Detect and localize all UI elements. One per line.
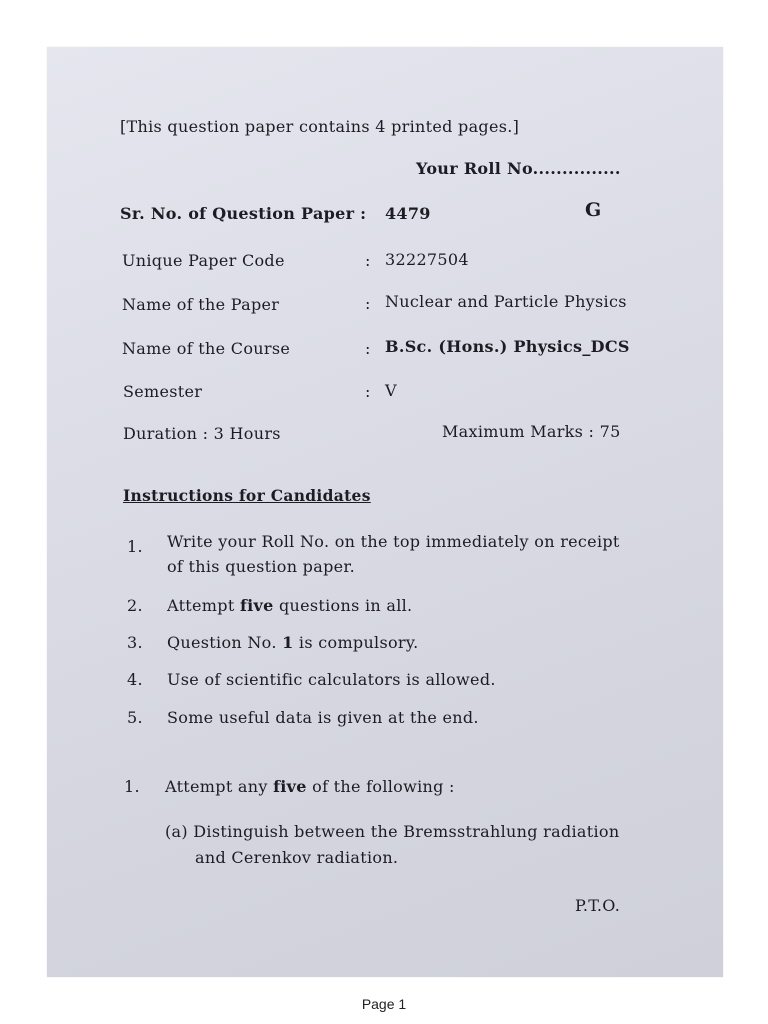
- instructions-heading: Instructions for Candidates: [123, 486, 371, 505]
- course-name-colon: :: [365, 339, 371, 358]
- page-number: Page 1: [361, 996, 407, 1012]
- instruction-text: Use of scientific calculators is allowed.: [167, 670, 496, 689]
- instruction-number: 5.: [127, 708, 143, 727]
- paper-name-colon: :: [365, 294, 371, 313]
- question-text: Attempt any five of the following :: [165, 777, 455, 796]
- course-name-label: Name of the Course: [122, 339, 291, 358]
- question-number: 1.: [124, 777, 140, 796]
- maximum-marks: Maximum Marks : 75: [442, 422, 621, 441]
- paper-name-label: Name of the Paper: [122, 295, 280, 314]
- sr-no-label: Sr. No. of Question Paper :: [120, 204, 367, 223]
- question-paper-page: [47, 47, 723, 977]
- instruction-text: Question No. 1 is compulsory.: [167, 633, 419, 652]
- instruction-text: Attempt five questions in all.: [167, 596, 413, 615]
- roll-number-field: Your Roll No...............: [416, 159, 621, 178]
- upc-colon: :: [365, 251, 371, 270]
- pages-note: [This question paper contains 4 printed pages.]: [120, 117, 520, 136]
- instruction-text-continued: of this question paper.: [167, 557, 355, 576]
- paper-name-value: Nuclear and Particle Physics: [385, 292, 627, 311]
- set-letter: G: [585, 199, 602, 221]
- semester-label: Semester: [123, 382, 203, 401]
- instruction-text: Write your Roll No. on the top immediately on receipt: [167, 532, 620, 551]
- course-name-value: B.Sc. (Hons.) Physics_DCS: [385, 337, 630, 356]
- duration: Duration : 3 Hours: [123, 424, 281, 443]
- instruction-number: 3.: [127, 633, 143, 652]
- pto-label: P.T.O.: [575, 896, 621, 915]
- instruction-number: 4.: [127, 670, 143, 689]
- instruction-number: 2.: [127, 596, 143, 615]
- upc-label: Unique Paper Code: [122, 251, 285, 270]
- question-1a-text-continued: and Cerenkov radiation.: [195, 848, 399, 867]
- upc-value: 32227504: [385, 250, 469, 269]
- instruction-number: 1.: [127, 537, 143, 556]
- instruction-text: Some useful data is given at the end.: [167, 708, 479, 727]
- sr-no-value: 4479: [385, 204, 431, 223]
- semester-value: V: [385, 381, 397, 400]
- question-1a-text: (a) Distinguish between the Bremsstrahlung radiation: [165, 822, 620, 841]
- semester-colon: :: [365, 382, 371, 401]
